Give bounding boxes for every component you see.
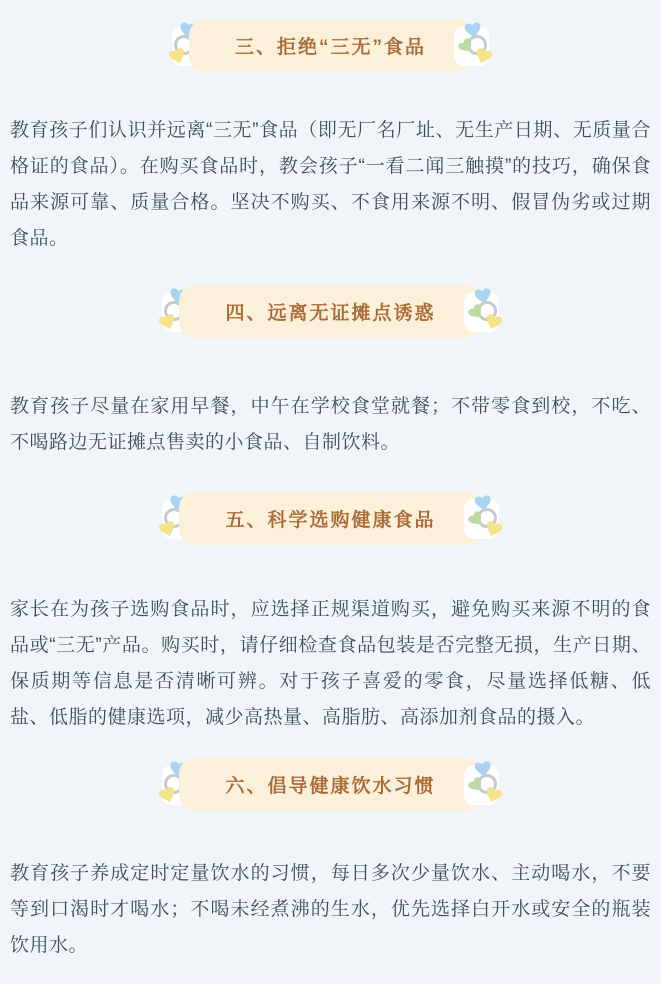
section-choose-healthy-food [0, 492, 661, 736]
section-paragraph: 教育孩子尽量在家用早餐，中午在学校食堂就餐；不带零食到校，不吃、不喝路边无证摊点售卖的小食品、自制饮料。 [10, 396, 651, 453]
section-paragraph: 教育孩子养成定时定量饮水的习惯，每日多次少量饮水、主动喝水，不要等到口渴时才喝水；不喝未经煮沸的生水，优先选择白开水或安全的瓶装饮用水。 [10, 863, 651, 956]
section-paragraph: 教育孩子们认识并远离“三无”食品（即无厂名厂址、无生产日期、无质量合格证的食品）。在购买食品时，教会孩子“一看二闻三触摸”的技巧，确保食品来源可靠、质量合格。坚决不购买、不食用来源不明、假冒伪劣或过期食品。 [10, 120, 651, 249]
section-header-badge [179, 492, 481, 545]
section-header-badge [179, 758, 481, 811]
hearts-and-ring-cluster-icon [450, 22, 494, 70]
section-title: 三、拒绝“三无”食品 [234, 37, 426, 58]
section-header-pill [179, 758, 481, 811]
hearts-and-ring-cluster-icon [460, 495, 504, 543]
section-healthy-drinking-habits [0, 758, 661, 964]
section-header-badge [179, 285, 481, 338]
section-title: 五、科学选购健康食品 [225, 510, 436, 531]
section-title: 六、倡导健康饮水习惯 [225, 776, 436, 797]
section-header-badge [189, 19, 472, 72]
hearts-and-ring-cluster-icon [460, 761, 504, 809]
section-header-pill [189, 19, 472, 72]
section-header-pill [179, 492, 481, 545]
section-header-pill [179, 285, 481, 338]
section-refuse-three-no-food [0, 19, 661, 257]
section-title: 四、远离无证摊点诱惑 [225, 303, 436, 324]
section-avoid-unlicensed-stalls [0, 285, 661, 461]
article-body [0, 19, 661, 984]
section-paragraph: 家长在为孩子选购食品时，应选择正规渠道购买，避免购买来源不明的食品或“三无”产品。购买时，请仔细检查食品包装是否完整无损，生产日期、保质期等信息是否清晰可辨。对于孩子喜爱的零食，尽量选择低糖、低盐、低脂的健康选项，减少高热量、高脂肪、高添加剂食品的摄入。 [10, 599, 651, 728]
hearts-and-ring-cluster-icon [460, 288, 504, 336]
